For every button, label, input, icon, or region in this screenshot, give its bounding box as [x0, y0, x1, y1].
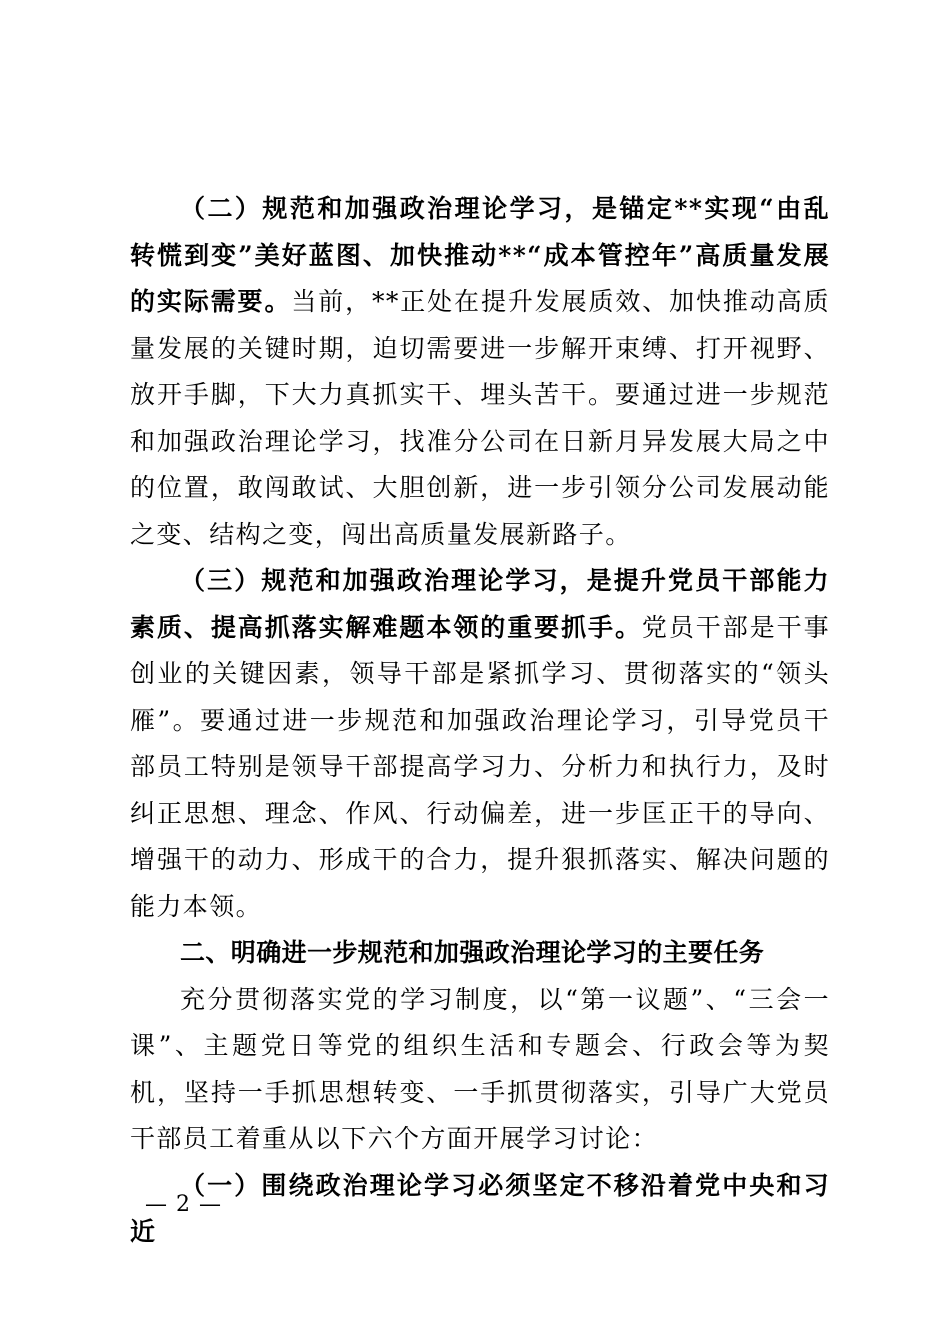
- paragraph-body: 党员干部是干事创业的关键因素，领导干部是紧抓学习、贯彻落实的“领头雁”。要通过进一步规范和加强政治理论学习，引导党员干部员工特别是领导干部提高学习力、分析力和执行力，及时纠正思想、理念、作风、行动偏差，进一步匡正干的导向、增强干的动力、形成干的合力，提升狠抓落实、解决问题的能力本领。: [130, 612, 830, 921]
- page-number: — 2 —: [145, 1192, 222, 1217]
- paragraph-lead: （二）规范和加强政治理论学习，是锚定**实现“由乱转慌到变”美好蓝图、加快推动**“成本管控年”高质量发展的实际需要。: [130, 194, 830, 316]
- paragraph-intro: [130, 977, 830, 1163]
- paragraph-body: 充分贯彻落实党的学习制度，以“第一议题”、“三会一课”、主题党日等党的组织生活和专题会、行政会等为契机，坚持一手抓思想转变、一手抓贯彻落实，引导广大党员干部员工着重从以下六个方面开展学习讨论：: [130, 984, 830, 1153]
- paragraph-item-1: [130, 1163, 830, 1256]
- paragraph-section-2: [130, 186, 830, 558]
- paragraph-section-3: [130, 558, 830, 930]
- paragraph-lead: （一）围绕政治理论学习必须坚定不移沿着党中央和习近: [130, 1170, 830, 1246]
- paragraph-body: 当前，**正处在提升发展质效、加快推动高质量发展的关键时期，迫切需要进一步解开束缚、打开视野、放开手脚，下大力真抓实干、埋头苦干。要通过进一步规范和加强政治理论学习，找准分公司在日新月异发展大局之中的位置，敢闯敢试、大胆创新，进一步引领分公司发展动能之变、结构之变，闯出高质量发展新路子。: [130, 287, 830, 549]
- document-body: [130, 186, 830, 1256]
- paragraph-lead: （三）规范和加强政治理论学习，是提升党员干部能力素质、提高抓落实解难题本领的重要抓手。: [130, 566, 830, 642]
- section-heading: 二、明确进一步规范和加强政治理论学习的主要任务: [180, 938, 765, 967]
